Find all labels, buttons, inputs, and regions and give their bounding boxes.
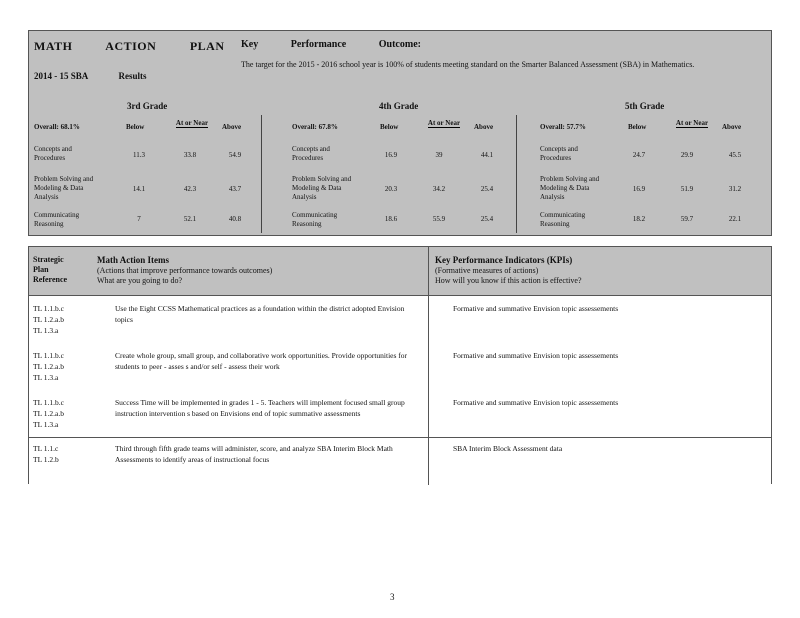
row-label: Concepts and Procedures xyxy=(292,145,330,162)
ref-code: TL 1.3.a xyxy=(33,420,59,429)
column-divider xyxy=(428,247,429,485)
value-above: 40.8 xyxy=(228,215,242,223)
grade-heading: 5th Grade xyxy=(625,101,665,111)
overall-score: Overall: 67.8% xyxy=(292,123,338,131)
value-below: 14.1 xyxy=(132,185,146,193)
value-below: 20.3 xyxy=(384,185,398,193)
title-word: MATH xyxy=(34,39,73,53)
plan-references xyxy=(33,350,64,383)
value-above: 25.4 xyxy=(480,215,494,223)
subtitle-word: Results xyxy=(118,71,147,81)
row-label: Communicating Reasoning xyxy=(34,211,80,228)
col-near xyxy=(426,119,462,127)
ref-code: TL 1.2.a.b xyxy=(33,315,64,324)
plan-title xyxy=(34,39,254,54)
value-above: 31.2 xyxy=(728,185,742,193)
value-below: 11.3 xyxy=(133,151,145,159)
value-above: 25.4 xyxy=(480,185,494,193)
value-near: 33.8 xyxy=(183,151,197,159)
value-near: 39 xyxy=(435,151,443,159)
value-near: 34.2 xyxy=(432,185,446,193)
action-plan-table xyxy=(28,246,772,484)
header-line: (Formative measures of actions) xyxy=(435,266,539,275)
kpi-item: Formative and summative Envision topic assessements xyxy=(453,304,619,313)
header-line: Reference xyxy=(33,275,68,284)
header-kpis xyxy=(435,255,755,286)
results-subtitle xyxy=(34,71,175,81)
grade-heading: 4th Grade xyxy=(379,101,419,111)
plan-references xyxy=(33,303,64,336)
col-below: Below xyxy=(380,123,399,131)
ref-code: TL 1.3.a xyxy=(33,326,59,335)
col-below: Below xyxy=(126,123,145,131)
value-near: 29.9 xyxy=(680,151,694,159)
col-near xyxy=(674,119,710,127)
key-performance-outcome-heading xyxy=(241,39,451,50)
kpi-item: SBA Interim Block Assessment data xyxy=(453,444,563,453)
value-near: 52.1 xyxy=(183,215,197,223)
value-above: 43.7 xyxy=(228,185,242,193)
action-item: Success Time will be implemented in grades 1 - 5. Teachers will implement focused small group instruction intervention s based on Envisions end of topic summative assessments xyxy=(115,398,405,418)
col-above: Above xyxy=(474,123,494,131)
value-below: 18.2 xyxy=(632,215,646,223)
header-line: (Actions that improve performance towards outcomes) xyxy=(97,266,273,275)
ref-code: TL 1.1.b.c xyxy=(33,304,64,313)
kpo-word: Key xyxy=(241,39,259,50)
value-below: 24.7 xyxy=(632,151,646,159)
header-title: Math Action Items xyxy=(97,255,169,265)
plan-references xyxy=(33,443,59,465)
ref-code: TL 1.1.b.c xyxy=(33,351,64,360)
value-below: 16.9 xyxy=(632,185,646,193)
col-near-label: At or Near xyxy=(675,119,709,127)
page-number: 3 xyxy=(390,592,395,602)
kpo-word: Performance xyxy=(290,39,347,50)
col-near xyxy=(174,119,210,127)
value-near: 51.9 xyxy=(680,185,694,193)
value-above: 44.1 xyxy=(480,151,494,159)
title-word: ACTION xyxy=(105,39,157,53)
value-below: 7 xyxy=(137,215,141,223)
value-below: 16.9 xyxy=(384,151,398,159)
header-line: Plan xyxy=(33,265,49,274)
plan-references xyxy=(33,397,64,430)
row-label: Problem Solving and Modeling & Data Analysis xyxy=(34,175,94,201)
row-label: Problem Solving and Modeling & Data Analysis xyxy=(540,175,600,201)
grade-heading: 3rd Grade xyxy=(127,101,168,111)
value-above: 22.1 xyxy=(728,215,742,223)
overall-score: Overall: 68.1% xyxy=(34,123,80,131)
header-math-action-items xyxy=(97,255,417,286)
sba-results-panel xyxy=(28,30,772,236)
value-above: 54.9 xyxy=(228,151,242,159)
grade-divider xyxy=(261,115,262,233)
row-label: Communicating Reasoning xyxy=(540,211,586,228)
header-line: How will you know if this action is effective? xyxy=(435,276,582,285)
ref-code: TL 1.1.c xyxy=(33,444,59,453)
kpo-word: Outcome: xyxy=(378,39,421,50)
action-item: Third through fifth grade teams will administer, score, and analyze SBA Interim Block Math Assessments to identify areas of instructional focus xyxy=(115,444,393,464)
value-near: 55.9 xyxy=(432,215,446,223)
col-above: Above xyxy=(722,123,742,131)
row-divider xyxy=(29,437,771,438)
row-label: Concepts and Procedures xyxy=(540,145,578,162)
header-line: Strategic xyxy=(33,255,64,264)
header-title: Key Performance Indicators (KPIs) xyxy=(435,255,573,265)
header-line: What are you going to do? xyxy=(97,276,183,285)
ref-code: TL 1.2.a.b xyxy=(33,362,64,371)
subtitle-word: 2014 - 15 SBA xyxy=(34,71,89,81)
col-near-label: At or Near xyxy=(427,119,461,127)
row-label: Problem Solving and Modeling & Data Analysis xyxy=(292,175,352,201)
grade-divider xyxy=(516,115,517,233)
value-below: 18.6 xyxy=(384,215,398,223)
ref-code: TL 1.2.a.b xyxy=(33,409,64,418)
kpi-item: Formative and summative Envision topic assessements xyxy=(453,351,619,360)
ref-code: TL 1.3.a xyxy=(33,373,59,382)
value-near: 42.3 xyxy=(183,185,197,193)
col-below: Below xyxy=(628,123,647,131)
title-word: PLAN xyxy=(189,39,225,53)
kpi-item: Formative and summative Envision topic assessements xyxy=(453,398,619,407)
ref-code: TL 1.2.b xyxy=(33,455,59,464)
ref-code: TL 1.1.b.c xyxy=(33,398,64,407)
table-header xyxy=(29,247,771,296)
action-item: Create whole group, small group, and collaborative work opportunities. Provide opportunities for students to peer - asses s and/or self - assess their work xyxy=(115,351,408,371)
value-above: 45.5 xyxy=(728,151,742,159)
target-statement: The target for the 2015 - 2016 school year is 100% of students meeting standard on the Smarter Balanced Assessment (SBA) in Mathematics. xyxy=(241,60,695,69)
overall-score: Overall: 57.7% xyxy=(540,123,586,131)
row-label: Concepts and Procedures xyxy=(34,145,72,162)
value-near: 59.7 xyxy=(680,215,694,223)
col-above: Above xyxy=(222,123,242,131)
header-strategic-plan-reference xyxy=(33,255,93,285)
col-near-label: At or Near xyxy=(175,119,209,127)
row-label: Communicating Reasoning xyxy=(292,211,338,228)
action-item: Use the Eight CCSS Mathematical practices as a foundation within the district adopted Envision topics xyxy=(115,304,405,324)
